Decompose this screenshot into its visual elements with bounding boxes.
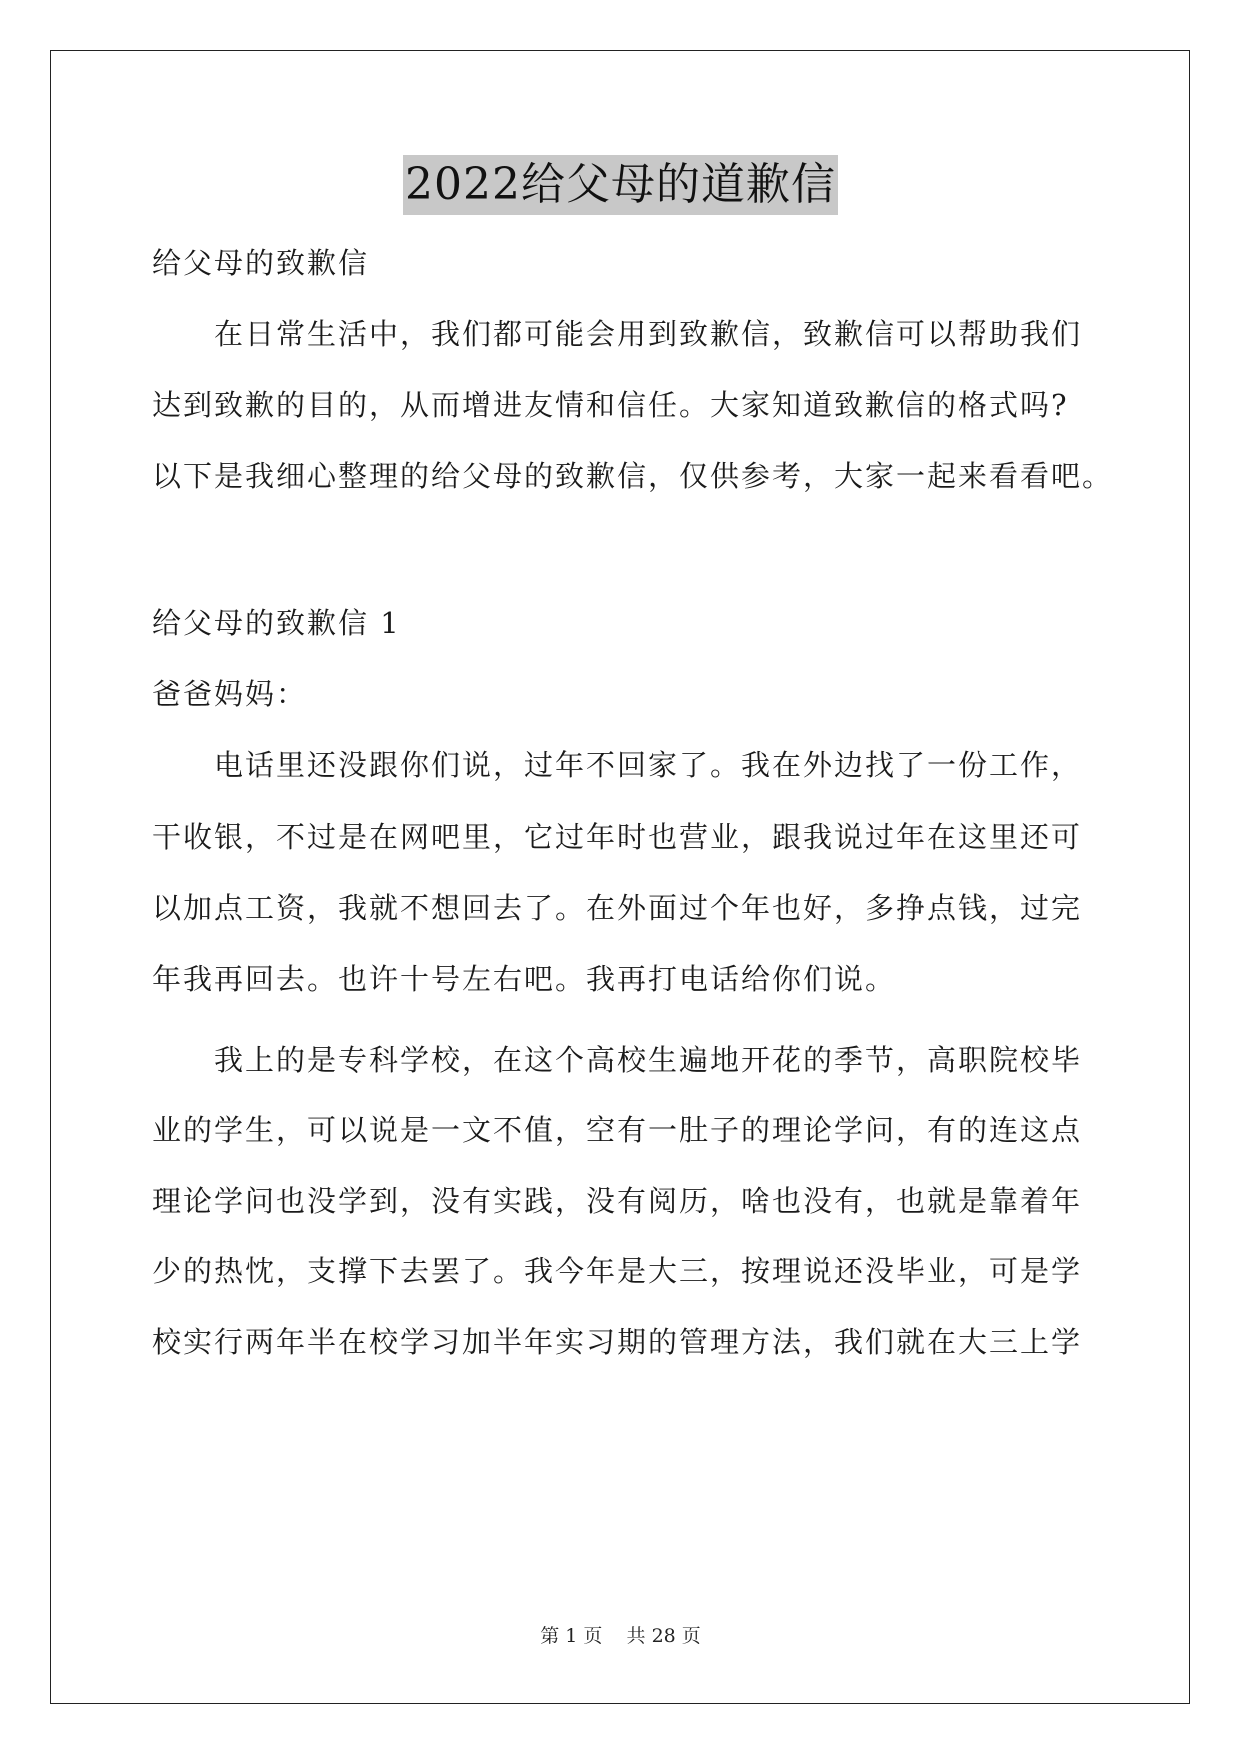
paragraph-line: 电话里还没跟你们说，过年不回家了。我在外边找了一份工作， [214,748,1083,782]
paragraph-line: 少的热忱，支撑下去罢了。我今年是大三，按理说还没毕业，可是学 [152,1254,1083,1288]
paragraph-line: 在日常生活中，我们都可能会用到致歉信，致歉信可以帮助我们 [214,317,1083,351]
paragraph-line: 以加点工资，我就不想回去了。在外面过个年也好，多挣点钱，过完 [152,891,1083,925]
page-number: 第 1 页 [540,1625,603,1647]
page-footer [0,1624,1241,1648]
document-title: 2022给父母的道歉信 [403,155,838,215]
title-container [0,155,1241,215]
letter-heading: 给父母的致歉信 1 [152,606,401,640]
paragraph-line: 理论学问也没学到，没有实践，没有阅历，啥也没有，也就是靠着年 [152,1184,1083,1218]
salutation: 爸爸妈妈： [152,677,308,711]
paragraph-line: 校实行两年半在校学习加半年实习期的管理方法，我们就在大三上学 [152,1325,1083,1359]
page-border [50,50,1190,1704]
paragraph-line: 达到致歉的目的，从而增进友情和信任。大家知道致歉信的格式吗? [152,388,1069,422]
paragraph-line: 以下是我细心整理的给父母的致歉信，仅供参考，大家一起来看看吧。 [152,459,1114,493]
paragraph-line: 业的学生，可以说是一文不值，空有一肚子的理论学问，有的连这点 [152,1113,1083,1147]
page-total: 共 28 页 [626,1625,701,1647]
paragraph-line: 我上的是专科学校，在这个高校生遍地开花的季节，高职院校毕 [214,1043,1083,1077]
paragraph-line: 干收银，不过是在网吧里，它过年时也营业，跟我说过年在这里还可 [152,820,1083,854]
section-heading: 给父母的致歉信 [152,246,370,280]
paragraph-line: 年我再回去。也许十号左右吧。我再打电话给你们说。 [152,962,897,996]
